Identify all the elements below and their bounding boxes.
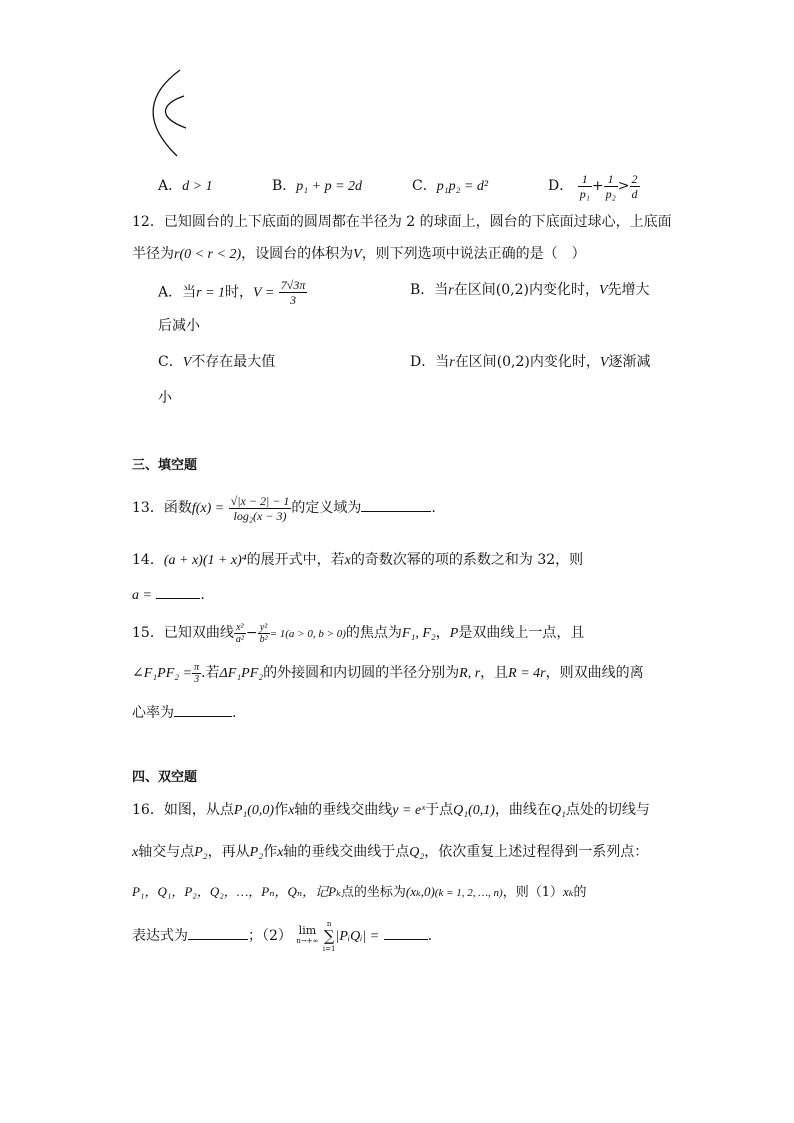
- q16-line-2: x轴交与点P₂，再从P₂作x轴的垂线交曲线于点Q₂，依次重复上述过程得到一系列点：: [132, 844, 649, 860]
- q13-answer-blank[interactable]: [361, 497, 431, 512]
- sum-operator: n ∑ i=1: [322, 919, 336, 953]
- q12-line-1: 12．已知圆台的上下底面的圆周都在半径为 2 的球面上，圆台的下底面过球心，上底面: [132, 214, 672, 230]
- q11-option-d[interactable]: D． $\frac{1}{\text{p₁}}$ + $\frac{1}{\text{p₂}}$ > $\frac{2}{d}$: [548, 171, 638, 201]
- q12-option-b-cont: 后减小: [158, 318, 200, 334]
- q16-line-4: 表达式为 ；（2） lim n→+∞ n ∑ i=1 |PᵢQᵢ| = .: [132, 919, 433, 953]
- q14-answer-blank[interactable]: [156, 584, 200, 599]
- section-heading-double-blank: 四、双空题: [132, 770, 198, 785]
- q14-line-2: a = .: [132, 584, 205, 606]
- limit-operator: lim n→+∞: [296, 924, 319, 945]
- q16-answer-blank-1[interactable]: [188, 925, 248, 940]
- q12-line-2: 半径为r(0 < r < 2)，设圆台的体积为V，则下列选项中说法正确的是（ ）: [132, 246, 586, 262]
- q16-answer-blank-2[interactable]: [384, 925, 428, 940]
- q12-option-d-cont: 小: [158, 390, 172, 406]
- hyperbola-left-branch-icon: [132, 62, 202, 162]
- q15-line-1: 15．已知双曲线 $\frac{\text{x²}}{\text{a²}}$ − $\frac{\text{y²}}{\text{b²}}$ = 1(a > 0, b > 0)的焦点为F₁, F₂，P是双曲线上一点，且: [132, 621, 585, 645]
- q11-option-c[interactable]: C．p₁p₂ = d²: [412, 178, 489, 194]
- q13: 13．函数f(x) = $\frac{√|x - 2| - 1}{\text{log₂(x − 3)}}$ 的定义域为 .: [132, 493, 436, 523]
- q12-option-c[interactable]: C．V不存在最大值: [158, 354, 276, 370]
- q15-answer-blank[interactable]: [174, 702, 232, 717]
- q11-option-a[interactable]: A．d > 1: [158, 178, 213, 194]
- section-heading-fill-blank: 三、填空题: [132, 458, 198, 473]
- q14-line-1: 14．(a + x)(1 + x)⁴的展开式中，若x的奇数次幂的项的系数之和为 32，则: [132, 552, 584, 568]
- q16-line-1: 16．如图，从点P₁(0,0)作x轴的垂线交曲线y = eˣ于点Q₁(0,1)，曲线在Q₁点处的切线与: [132, 802, 650, 818]
- q15-line-2: ∠F₁PF₂ = $\frac{\pi}{3}$ .若ΔF₁PF₂的外接圆和内切圆的半径分别为R, r，且R = 4r，则双曲线的离: [132, 661, 644, 685]
- q11-option-b[interactable]: B．p₁ + p = 2d: [272, 178, 363, 194]
- q16-line-3: P₁，Q₁，P₂，Q₂，…，Pₙ，Qₙ，记Pₖ点的坐标为(xₖ,0)(k = 1, 2, …, n)，则（1）xₖ的: [132, 884, 587, 900]
- q12-option-b[interactable]: B．当r在区间(0,2)内变化时，V先增大: [410, 282, 650, 298]
- q12-option-a[interactable]: A．当r = 1时，V = $\frac{7√3\pi}{3}$: [158, 278, 306, 307]
- q12-option-d[interactable]: D．当r在区间(0,2)内变化时，V逐渐减: [410, 354, 651, 370]
- q15-line-3: 心率为 .: [132, 702, 236, 723]
